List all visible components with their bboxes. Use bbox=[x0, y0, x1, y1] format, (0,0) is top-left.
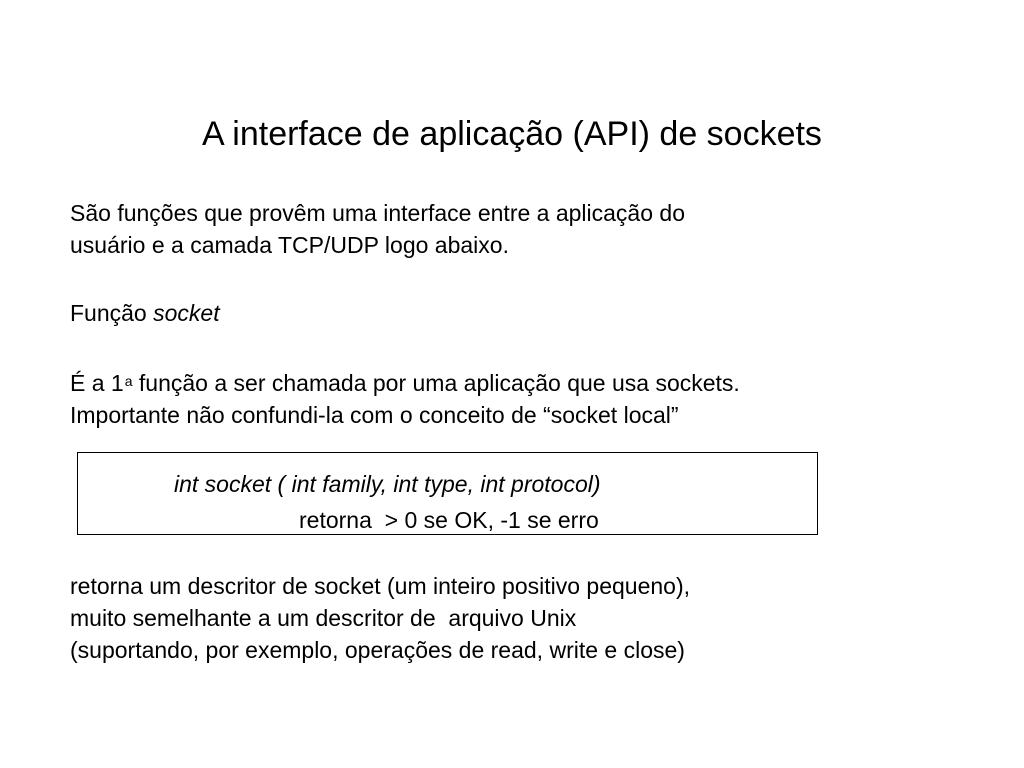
description-line-2: Importante não confundi-la com o conceito de “socket local” bbox=[70, 402, 679, 428]
return-line-1: retorna um descritor de socket (um inteiro positivo pequeno), bbox=[70, 573, 691, 599]
code-box bbox=[77, 452, 818, 535]
function-signature: int socket ( int family, int type, int protocol) bbox=[174, 471, 601, 497]
description-line-1 bbox=[70, 367, 740, 399]
function-heading bbox=[70, 297, 220, 329]
ordinal-superscript: a bbox=[124, 373, 133, 389]
description-line-1-start: É a 1 bbox=[70, 370, 124, 396]
return-line-3: (suportando, por exemplo, operações de read, write e close) bbox=[70, 637, 685, 663]
description-line-1-end: função a ser chamada por uma aplicação que usa sockets. bbox=[132, 370, 740, 396]
return-value-note: retorna > 0 se OK, -1 se erro bbox=[299, 507, 599, 533]
intro-paragraph bbox=[70, 197, 685, 261]
slide-title: A interface de aplicação (API) de sockets bbox=[202, 115, 822, 153]
return-line-2: muito semelhante a um descritor de arquivo Unix bbox=[70, 605, 577, 631]
description-paragraph bbox=[70, 367, 740, 431]
function-heading-name: socket bbox=[153, 300, 220, 326]
intro-line-1: São funções que provêm uma interface entre a aplicação do bbox=[70, 200, 685, 226]
return-paragraph bbox=[70, 570, 690, 666]
intro-line-2: usuário e a camada TCP/UDP logo abaixo. bbox=[70, 232, 509, 258]
function-heading-prefix: Função bbox=[70, 300, 154, 326]
